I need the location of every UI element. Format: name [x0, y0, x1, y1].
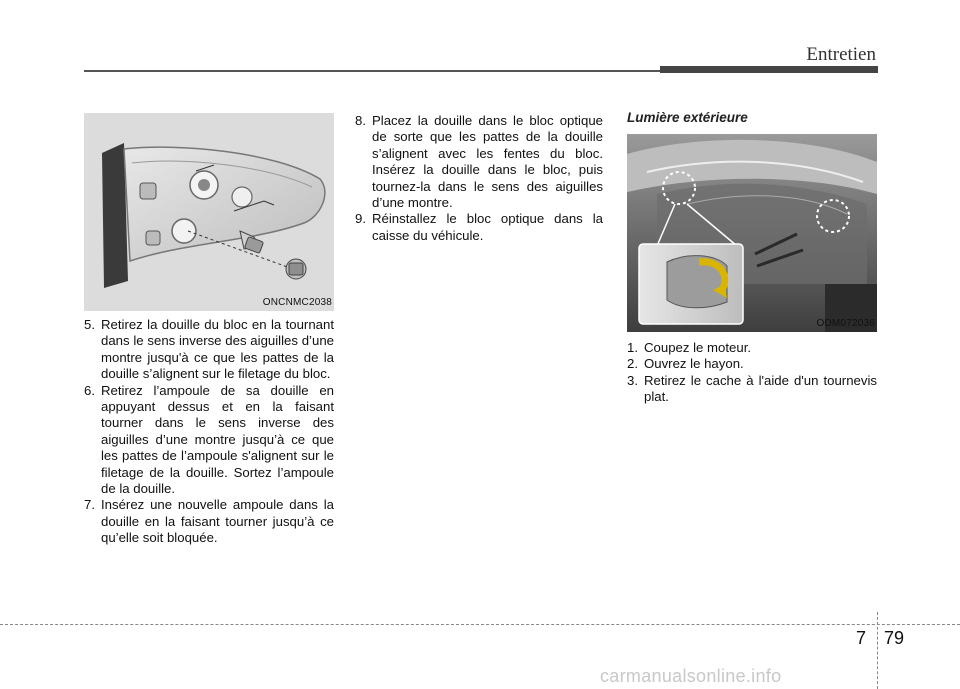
left-steps	[84, 317, 334, 547]
step-number: 6.	[84, 382, 95, 398]
figure-caption: ODM072036	[816, 318, 875, 329]
step-text: Retirez le cache à l'aide d'un tournevis plat.	[644, 372, 877, 405]
step-number: 9.	[355, 211, 366, 227]
tail-lamp-illustration	[84, 113, 334, 311]
list-item	[355, 211, 603, 244]
list-item	[84, 317, 334, 383]
chapter-number: 7	[856, 628, 867, 648]
right-steps	[627, 340, 877, 406]
step-text: Réinstallez le bloc optique dans la caisse du véhicule.	[372, 211, 603, 243]
footer-rule	[0, 624, 960, 625]
step-text: Ouvrez le hayon.	[644, 356, 744, 372]
tailgate-figure	[627, 134, 877, 332]
header-rule-thin	[84, 70, 662, 72]
tail-lamp-figure	[84, 113, 334, 311]
header-rule-thick	[660, 66, 878, 73]
list-item	[627, 340, 877, 356]
step-text: Insérez une nouvelle ampoule dans la douille en la faisant tourner jusqu’à ce qu’elle soit bloquée.	[101, 497, 334, 546]
watermark-text: carmanualsonline.info	[600, 666, 782, 686]
step-number: 1.	[627, 340, 638, 355]
list-item	[627, 356, 877, 372]
footer-divider	[877, 612, 878, 689]
step-text: Coupez le moteur.	[644, 340, 752, 355]
page-number: 79	[884, 628, 905, 648]
step-text: Placez la douille dans le bloc optique de sorte que les pattes de la douille s’alignent avec les fentes du bloc. Insérez la douille dans le bloc, puis tournez-la dans le sens des aiguilles d’une montre.	[372, 113, 603, 211]
list-item	[355, 113, 603, 211]
tailgate-illustration	[627, 134, 877, 332]
list-item	[84, 497, 334, 546]
step-text: Retirez l’ampoule de sa douille en appuyant dessus et en la faisant tourner dans le sens inverse des aiguilles d’une montre jusqu’à ce que les pattes de l’ampoule s'alignent sur le filetage de la douille. Sortez l’ampoule de la douille.	[101, 382, 334, 497]
step-number: 5.	[84, 317, 95, 332]
list-item	[627, 373, 877, 406]
middle-steps	[355, 113, 603, 244]
step-number: 8.	[355, 113, 366, 128]
step-number: 3.	[627, 372, 638, 388]
step-text: Retirez la douille du bloc en la tournant dans le sens inverse des aiguilles d’une montre jusqu'à ce que les pattes de la douille s’alignent sur le filetage du bloc.	[101, 317, 334, 382]
page-header-title: Entretien	[806, 44, 876, 65]
section-title: Lumière extérieure	[627, 110, 748, 125]
figure-caption: ONCNMC2038	[262, 297, 332, 308]
list-item	[84, 383, 334, 498]
step-number: 2.	[627, 356, 638, 372]
step-number: 7.	[84, 497, 95, 513]
